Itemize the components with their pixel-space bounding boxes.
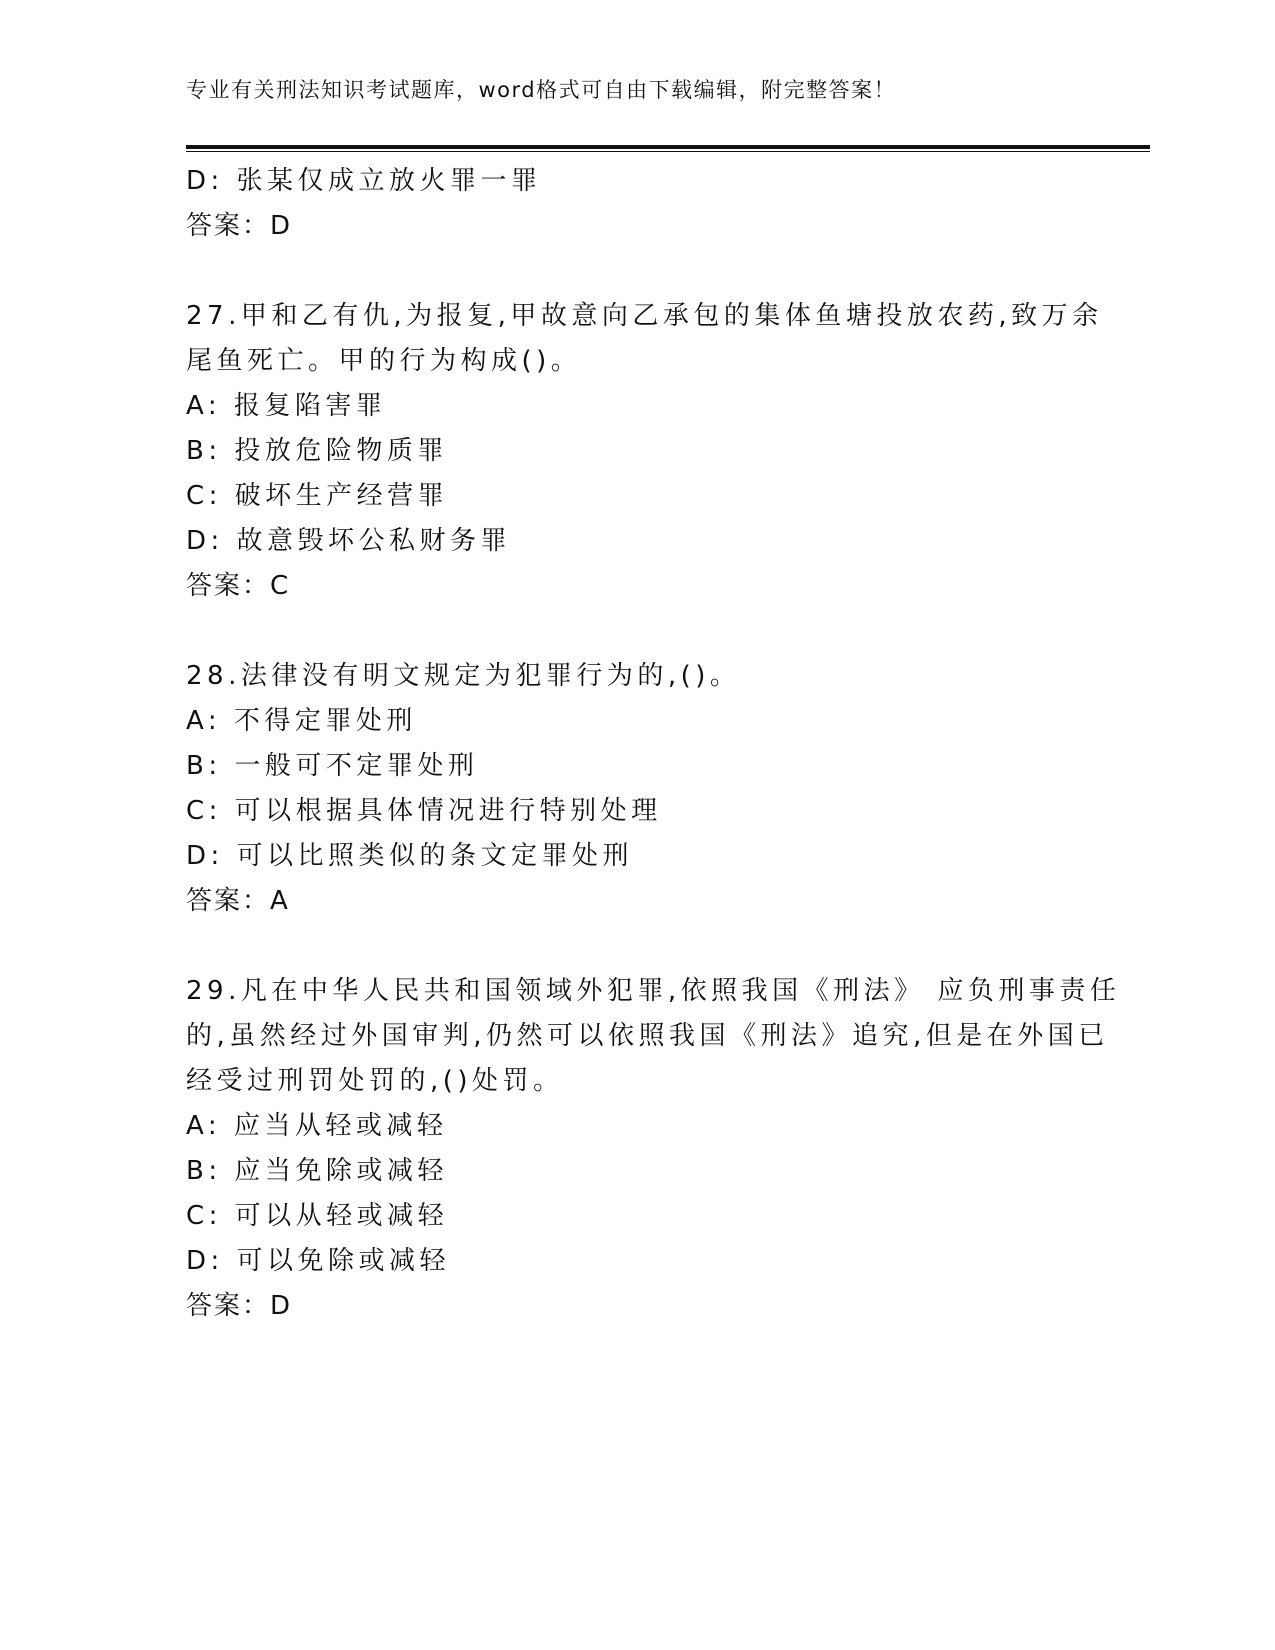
answer: 答案：A (186, 886, 290, 916)
option-d: D: 可以比照类似的条文定罪处刑 (186, 841, 634, 871)
option-a: A: 应当从轻或减轻 (186, 1111, 448, 1141)
option-a: A: 不得定罪处刑 (186, 706, 417, 736)
option-c: C: 可以根据具体情况进行特别处理 (186, 796, 662, 826)
question-stem-line: 29.凡在中华人民共和国领域外犯罪,依照我国《刑法》 应负刑事责任 (186, 976, 1121, 1006)
option-d: D: 可以免除或减轻 (186, 1246, 451, 1276)
header-rule-thick (186, 145, 1150, 149)
answer: 答案：D (186, 1291, 293, 1321)
option-b: B: 一般可不定罪处刑 (186, 751, 479, 781)
option-d: D: 故意毁坏公私财务罪 (186, 526, 512, 556)
option-c: C: 破坏生产经营罪 (186, 481, 449, 511)
option-d: D: 张某仅成立放火罪一罪 (186, 166, 542, 196)
header-rule-thin (186, 151, 1150, 152)
answer: 答案：C (186, 571, 291, 601)
question-stem-line: 28.法律没有明文规定为犯罪行为的,()。 (186, 661, 741, 691)
question-stem-line: 经受过刑罚处罚的,()处罚。 (186, 1066, 564, 1096)
page-header: 专业有关刑法知识考试题库，word格式可自由下载编辑，附完整答案！ (186, 78, 897, 102)
option-b: B: 投放危险物质罪 (186, 436, 448, 466)
question-stem-line: 27.甲和乙有仇,为报复,甲故意向乙承包的集体鱼塘投放农药,致万余 (186, 301, 1103, 331)
answer: 答案：D (186, 211, 293, 241)
option-c: C: 可以从轻或减轻 (186, 1201, 449, 1231)
question-stem-line: 的,虽然经过外国审判,仍然可以依照我国《刑法》追究,但是在外国已 (186, 1021, 1109, 1051)
option-a: A: 报复陷害罪 (186, 391, 387, 421)
option-b: B: 应当免除或减轻 (186, 1156, 448, 1186)
question-stem-line: 尾鱼死亡。甲的行为构成()。 (186, 346, 582, 376)
